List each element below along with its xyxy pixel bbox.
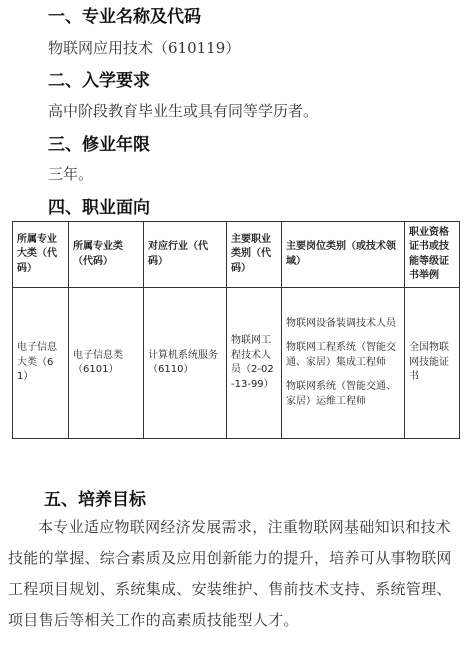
position-item: 物联网设备装调技术人员 [286, 317, 396, 329]
section-heading-admission: 二、入学要求 [48, 71, 150, 91]
header-major-category: 所属专业大类（代码） [13, 222, 69, 288]
cell-industry: 计算机系统服务（6110） [144, 288, 227, 439]
section-heading-goal: 五、培养目标 [44, 490, 146, 510]
training-goal-paragraph: 本专业适应物联网经济发展需求，注重物联网基础知识和技术技能的掌握、综合素质及应用创新能力的提升，培养可从事物联网工程项目规划、系统集成、安装维护、售前技术支持、系统管理、项目售后等相关工作的高素质技能型人才。 [8, 518, 452, 629]
position-item: 物联网系统（智能交通、家居）运维工程师 [286, 381, 396, 407]
cell-occupation: 物联网工程技术人员（2-02-13-99） [227, 288, 282, 439]
table-row [13, 288, 460, 439]
cell-positions [282, 288, 405, 439]
study-duration: 三年。 [48, 165, 94, 183]
section-heading-duration: 三、修业年限 [48, 135, 150, 155]
header-industry: 对应行业（代码） [144, 222, 227, 288]
header-positions: 主要岗位类别（或技术领域） [282, 222, 405, 288]
table-header-row [13, 222, 460, 288]
career-orientation-table [12, 221, 460, 439]
position-item: 物联网工程系统（智能交通、家居）集成工程师 [286, 342, 396, 368]
header-major-subcategory: 所属专业类（代码） [69, 222, 144, 288]
section-heading-major: 一、专业名称及代码 [48, 7, 201, 27]
cell-major-category: 电子信息大类（61） [13, 288, 69, 439]
admission-requirement: 高中阶段教育毕业生或具有同等学历者。 [48, 102, 319, 120]
cell-major-subcategory: 电子信息类（6101） [69, 288, 144, 439]
major-name-code: 物联网应用技术（610119） [48, 39, 241, 57]
section-heading-career: 四、职业面向 [48, 198, 150, 218]
header-certificate: 职业资格证书或技能等级证书举例 [405, 222, 460, 288]
cell-certificate: 全国物联网技能证书 [405, 288, 460, 439]
header-occupation: 主要职业类别（代码） [227, 222, 282, 288]
